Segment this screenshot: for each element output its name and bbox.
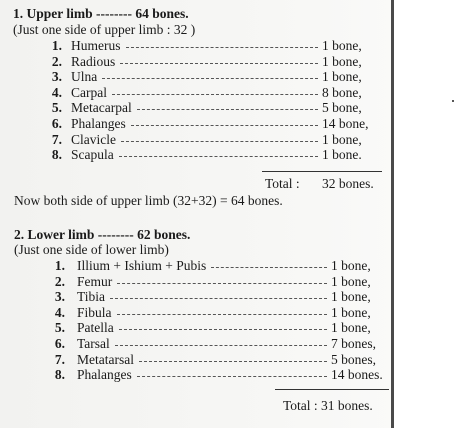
lower-limb-leader-dashes <box>119 329 327 330</box>
upper-limb-row-number: 7. <box>51 131 62 147</box>
upper-limb-row-number: 5. <box>51 100 62 116</box>
upper-limb-row-number: 1. <box>51 38 62 53</box>
upper-total-label: Total : <box>265 176 300 191</box>
lower-limb-bone-count: 5 bones, <box>331 351 376 367</box>
lower-limb-row-number: 1. <box>54 258 65 273</box>
lower-limb-row-number: 2. <box>54 273 65 289</box>
lower-limb-bone-name: Femur <box>77 273 113 289</box>
lower-limb-row-number: 7. <box>54 351 65 367</box>
upper-limb-leader-dashes <box>112 94 318 95</box>
lower-limb-bone-count: 1 bone, <box>331 258 371 273</box>
upper-total-rule <box>262 171 382 172</box>
lower-total-rule <box>275 389 389 390</box>
upper-limb-bone-count: 8 bone, <box>322 84 362 100</box>
lower-limb-leader-dashes <box>117 314 327 315</box>
upper-total-value: 32 bones. <box>322 176 374 191</box>
upper-limb-subheading: (Just one side of upper limb : 32 ) <box>13 22 196 37</box>
lower-limb-bone-name: Fibula <box>77 304 112 320</box>
lower-limb-leader-dashes <box>137 376 327 377</box>
upper-limb-bone-name: Ulna <box>71 69 98 85</box>
lower-limb-leader-dashes <box>115 345 327 346</box>
upper-limb-bone-count: 1 bone, <box>322 69 362 85</box>
lower-limb-leader-dashes <box>117 283 327 284</box>
lower-limb-bone-count: 1 bone, <box>331 289 371 305</box>
upper-limb-bone-count: 1 bone, <box>322 131 362 147</box>
lower-limb-row-number: 8. <box>54 367 65 383</box>
upper-limb-leader-dashes <box>119 156 318 157</box>
lower-total: Total : 31 bones. <box>283 398 373 413</box>
upper-both-sides-note: Now both side of upper limb (32+32) = 64 bones. <box>14 193 283 208</box>
upper-limb-row-number: 6. <box>51 116 62 131</box>
upper-limb-bone-count: 1 bone, <box>322 53 362 69</box>
upper-limb-row-number: 8. <box>51 147 62 163</box>
upper-limb-bone-count: 5 bone, <box>322 100 362 116</box>
upper-limb-leader-dashes <box>131 125 318 126</box>
lower-limb-heading: 2. Lower limb -------- 62 bones. <box>14 227 191 242</box>
upper-limb-row-number: 4. <box>51 84 62 100</box>
upper-limb-bone-count: 14 bone, <box>322 116 369 131</box>
upper-limb-leader-dashes <box>137 109 318 110</box>
lower-limb-bone-count: 1 bone, <box>331 304 371 320</box>
lower-limb-row-number: 6. <box>54 336 65 351</box>
upper-limb-bone-name: Humerus <box>71 38 121 53</box>
lower-limb-row-number: 3. <box>54 289 65 305</box>
lower-limb-bone-name: Tarsal <box>77 336 110 351</box>
upper-limb-leader-dashes <box>120 63 318 64</box>
lower-limb-bone-name: Metatarsal <box>77 351 134 367</box>
lower-limb-bone-name: Illium + Ishium + Pubis <box>77 258 207 273</box>
page-margin <box>394 0 455 428</box>
upper-limb-bone-name: Phalanges <box>71 116 126 131</box>
lower-limb-bone-count: 1 bone, <box>331 273 371 289</box>
upper-limb-row-number: 3. <box>51 69 62 85</box>
upper-limb-bone-count: 1 bone. <box>322 147 362 163</box>
lower-limb-bone-name: Phalanges <box>77 367 132 383</box>
lower-limb-leader-dashes <box>211 267 327 268</box>
upper-limb-leader-dashes <box>126 47 318 48</box>
lower-limb-leader-dashes <box>139 361 327 362</box>
lower-limb-subheading: (Just one side of lower limb) <box>14 242 169 257</box>
lower-limb-row-number: 5. <box>54 320 65 336</box>
upper-limb-bone-name: Carpal <box>71 84 107 100</box>
lower-limb-leader-dashes <box>110 298 327 299</box>
upper-limb-bone-count: 1 bone, <box>322 38 362 53</box>
lower-limb-bone-count: 1 bone, <box>331 320 371 336</box>
upper-limb-bone-name: Radious <box>71 53 116 69</box>
upper-limb-row-number: 2. <box>51 53 62 69</box>
lower-limb-bone-count: 14 bones. <box>331 367 383 383</box>
page-edge-divider <box>391 0 394 428</box>
lower-limb-bone-name: Patella <box>77 320 114 336</box>
upper-limb-bone-name: Metacarpal <box>71 100 132 116</box>
lower-limb-bone-count: 7 bones, <box>331 336 376 351</box>
upper-limb-heading: 1. Upper limb -------- 64 bones. <box>13 6 189 21</box>
upper-limb-bone-name: Scapula <box>71 147 114 163</box>
scan-speck <box>452 100 454 102</box>
lower-limb-row-number: 4. <box>54 304 65 320</box>
lower-limb-bone-name: Tibia <box>77 289 106 305</box>
upper-limb-leader-dashes <box>102 78 318 79</box>
upper-limb-leader-dashes <box>121 141 318 142</box>
upper-limb-bone-name: Clavicle <box>71 131 116 147</box>
